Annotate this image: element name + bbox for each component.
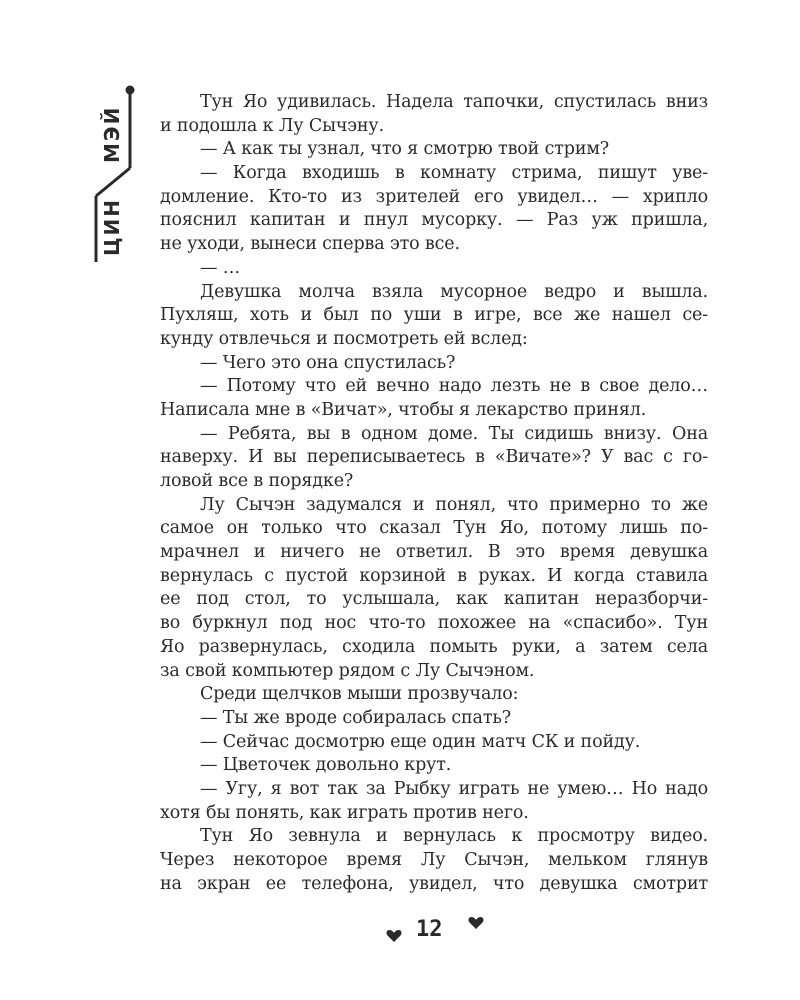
page-footer (370, 912, 490, 948)
text-line: — Когда входишь в комнату стрима, пишут уве- (200, 163, 708, 184)
text-line: не уходи, вынеси сперва это все. (160, 234, 460, 255)
text-line: Лу Сычэн задумался и понял, что примерно то же (200, 494, 708, 515)
text-line: вернулась с пустой корзиной в руках. И когда ставила (160, 565, 708, 586)
text-line: и подошла к Лу Сычэну. (160, 115, 384, 136)
body-text (160, 91, 708, 896)
text-line: домление. Кто-то из зрителей его увидел… — хрипло (160, 186, 708, 207)
text-line: Через некоторое время Лу Сычэн, мельком глянув (160, 850, 708, 870)
decorative-side-line (0, 0, 160, 280)
text-line: — Ты же вроде собиралась спать? (200, 707, 511, 728)
page-number: 12 (416, 917, 443, 942)
text-line: — Сейчас досмотрю еще один матч СК и пойду. (200, 731, 641, 752)
text-line: — Потому что ей вечно надо лезть не в свое дело… (200, 376, 708, 397)
text-line: ловой все в порядке? (160, 471, 354, 491)
text-line: — А как ты узнал, что я смотрю твой стрим? (200, 139, 610, 160)
text-line: Яо развернулась, сходила помыть руки, а затем села (160, 636, 708, 657)
text-line: хотя бы понять, как играть против него. (160, 802, 529, 823)
text-line: мрачнел и ничего не ответил. В это время девушка (160, 542, 708, 563)
heart-icon (386, 929, 402, 943)
text-line: — Чего это она спустилась? (200, 352, 456, 373)
text-line: Среди щелчков мыши прозвучало: (200, 684, 519, 705)
text-line: Написала мне в «Вичат», чтобы я лекарство принял. (160, 399, 647, 420)
heart-icon (468, 916, 484, 930)
text-line: Девушка молча взяла мусорное ведро и вышла. (200, 281, 708, 302)
text-line: Тун Яо зевнула и вернулась к просмотру видео. (200, 826, 708, 847)
text-line: ее под стол, то услышала, как капитан неразборчи- (160, 589, 708, 610)
text-line: Пухляш, хоть и был по уши в игре, все же нашел се- (160, 305, 708, 326)
text-line: — … (200, 257, 241, 278)
text-line: на экран ее телефона, увидел, что девушка смотрит (160, 873, 708, 894)
text-line: пояснил капитан и пнул мусорку. — Раз уж пришла, (160, 210, 708, 231)
text-line: — Угу, я вот так за Рыбку играть не умею… Но надо (200, 778, 708, 799)
author-name-part-2: ЦИН (100, 197, 124, 257)
line-end-dot-icon (126, 86, 135, 95)
text-line: кунду отвлечься и посмотреть ей вслед: (160, 328, 528, 349)
text-line: — Цветочек довольно крут. (200, 755, 452, 776)
text-line: самое он только что сказал Тун Яо, потому лишь по- (160, 518, 708, 539)
text-line: Тун Яо удивилась. Надела тапочки, спустилась вниз (200, 92, 708, 112)
text-line: наверху. И вы переписываетесь в «Вичате»? У вас с го- (160, 447, 708, 468)
text-line: во буркнул под нос что-то похожее на «спасибо». Тун (160, 613, 708, 634)
text-line: за свой компьютер рядом с Лу Сычэном. (160, 660, 535, 681)
author-name-part-1: МЭЙ (100, 105, 124, 163)
text-line: — Ребята, вы в одном доме. Ты сидишь внизу. Она (200, 423, 708, 444)
